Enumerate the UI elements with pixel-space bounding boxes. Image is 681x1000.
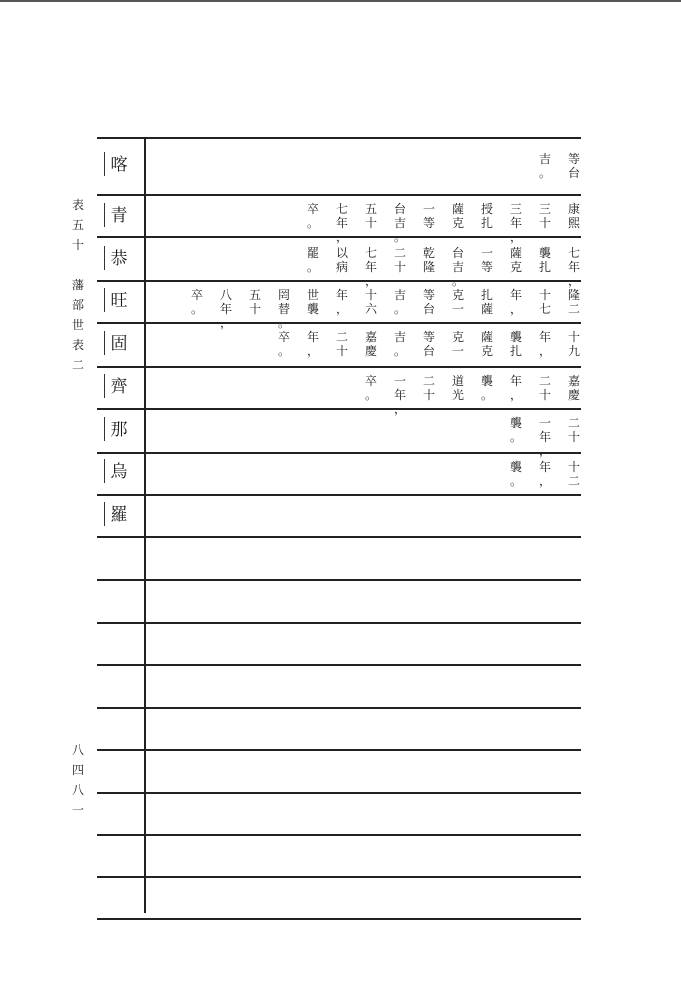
entry-column: 一 等 xyxy=(422,202,435,230)
proper-name-mark xyxy=(104,331,105,355)
entry-column: 二 十 xyxy=(538,374,551,402)
entry-column: 年 ， xyxy=(538,330,551,358)
entry-column: 二 十 xyxy=(335,330,348,358)
name-char: 喀 xyxy=(110,155,128,175)
entry-column: 年 ， xyxy=(538,460,551,488)
row-rule xyxy=(97,876,581,878)
entry-column: 吉 。 xyxy=(393,288,406,316)
row-rule xyxy=(97,494,581,496)
scan-top-edge xyxy=(0,0,681,2)
entry-column: 世 襲 xyxy=(306,288,319,316)
row-rule xyxy=(97,452,581,454)
row-rule xyxy=(97,194,581,196)
row-rule xyxy=(97,622,581,624)
entry-column: 十 九 xyxy=(567,330,580,358)
entry-column: 扎 薩 xyxy=(480,288,493,316)
name-char: 恭 xyxy=(110,249,128,269)
row-rule xyxy=(97,366,581,368)
entry-column: 等 台 xyxy=(422,288,435,316)
entry-column: 罔 替 。 xyxy=(277,288,290,330)
page-number: 八 四 八 一 xyxy=(71,743,84,817)
entry-column: 乾 隆 xyxy=(422,246,435,274)
entry-column: 等 台 xyxy=(567,152,580,180)
entry-column: 二 十 xyxy=(422,374,435,402)
proper-name-mark xyxy=(104,459,105,483)
proper-name-mark xyxy=(104,374,105,398)
row-rule xyxy=(97,536,581,538)
entry-column: 薩 克 xyxy=(480,330,493,358)
entry-column: 七 年 ， xyxy=(567,246,580,288)
name-char: 羅 xyxy=(110,505,128,525)
name-char: 固 xyxy=(110,334,128,354)
entry-column: 年 ， xyxy=(335,288,348,316)
entry-column: 十 二 xyxy=(567,460,580,488)
entry-column: 授 扎 xyxy=(480,202,493,230)
entry-column: 等 台 xyxy=(422,330,435,358)
entry-column: 卒 。 xyxy=(277,330,290,358)
entry-column: 卒 。 xyxy=(364,374,377,402)
row-rule xyxy=(97,749,581,751)
entry-column: 隆 二 xyxy=(567,288,580,316)
row-rule xyxy=(97,408,581,410)
entry-column: 一 年 ， xyxy=(393,374,406,416)
entry-column: 卒 。 xyxy=(190,288,203,316)
proper-name-mark xyxy=(104,203,105,227)
name-char: 那 xyxy=(110,420,128,440)
entry-column: 道 光 xyxy=(451,374,464,402)
entry-column: 克 一 xyxy=(451,330,464,358)
entry-column: 七 年 ， xyxy=(364,246,377,288)
entry-column: 二 十 xyxy=(393,246,406,274)
name-char: 烏 xyxy=(110,462,128,482)
entry-column: 罷 。 xyxy=(306,246,319,274)
entry-column: 薩 克 xyxy=(451,202,464,230)
entry-column: 克 一 xyxy=(451,288,464,316)
name-char: 旺 xyxy=(110,291,128,311)
row-rule xyxy=(97,664,581,666)
entry-column: 七 年 ， xyxy=(335,202,348,244)
proper-name-mark xyxy=(104,502,105,526)
entry-column: 五 十 xyxy=(364,202,377,230)
entry-column: 襲 。 xyxy=(480,374,493,402)
entry-column: 三 十 xyxy=(538,202,551,230)
entry-column: 一 年 ， xyxy=(538,416,551,458)
entry-column: 薩 克 xyxy=(509,246,522,274)
entry-column: 一 等 xyxy=(480,246,493,274)
entry-column: 十 七 xyxy=(538,288,551,316)
proper-name-mark xyxy=(104,246,105,270)
entry-column: 二 十 xyxy=(567,416,580,444)
entry-column: 襲 扎 xyxy=(509,330,522,358)
table-bottom-rule xyxy=(97,918,581,920)
row-rule xyxy=(97,834,581,836)
name-char: 齊 xyxy=(110,377,128,397)
proper-name-mark xyxy=(104,152,105,176)
entry-column: 十 六 xyxy=(364,288,377,316)
entry-column: 八 年 ， xyxy=(219,288,232,330)
entry-column: 襲 扎 xyxy=(538,246,551,274)
entry-column: 嘉 慶 xyxy=(567,374,580,402)
row-rule xyxy=(97,707,581,709)
row-rule xyxy=(97,280,581,282)
entry-column: 吉 。 xyxy=(538,152,551,180)
name-char: 青 xyxy=(110,206,128,226)
entry-column: 嘉 慶 xyxy=(364,330,377,358)
proper-name-mark xyxy=(104,288,105,312)
entry-column: 三 年 ， xyxy=(509,202,522,244)
entry-column: 吉 。 xyxy=(393,330,406,358)
entry-column: 五 十 xyxy=(248,288,261,316)
name-column-divider xyxy=(144,138,146,913)
entry-column: 年 ， xyxy=(306,330,319,358)
entry-column: 台 吉 。 xyxy=(451,246,464,288)
running-header: 表 五 十 藩 部 世 表 二 xyxy=(71,198,84,372)
row-rule xyxy=(97,322,581,324)
entry-column: 年 ， xyxy=(509,288,522,316)
entry-column: 以 病 xyxy=(335,246,348,274)
entry-column: 襲 。 xyxy=(509,460,522,488)
entry-column: 卒 。 xyxy=(306,202,319,230)
entry-column: 年 ， xyxy=(509,374,522,402)
table-top-rule xyxy=(97,137,581,139)
entry-column: 康 熙 xyxy=(567,202,580,230)
entry-column: 襲 。 xyxy=(509,416,522,444)
entry-column: 台 吉 。 xyxy=(393,202,406,244)
proper-name-mark xyxy=(104,417,105,441)
row-rule xyxy=(97,792,581,794)
row-rule xyxy=(97,579,581,581)
